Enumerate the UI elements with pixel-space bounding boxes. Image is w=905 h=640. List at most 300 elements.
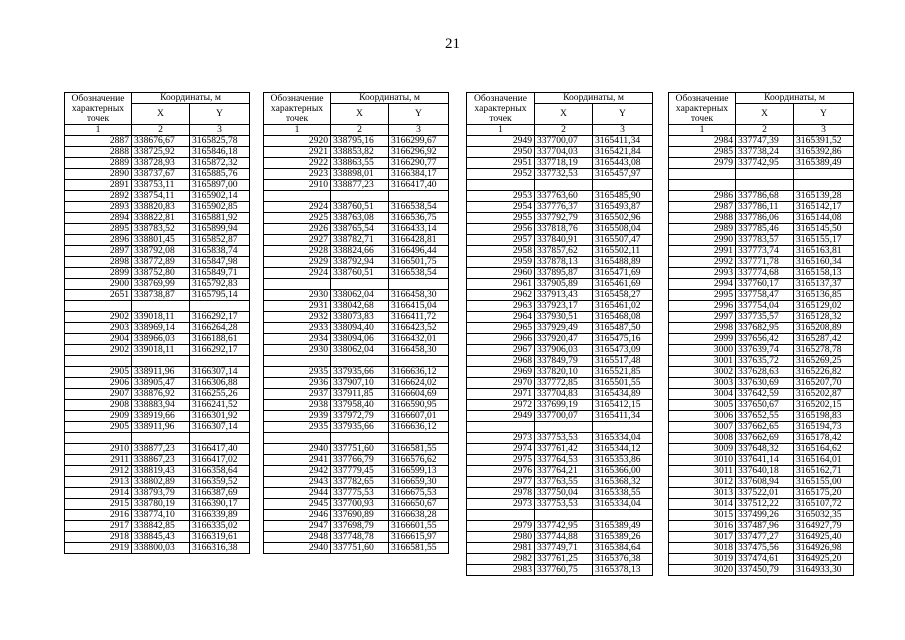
- x-value: 338876,92: [132, 389, 190, 400]
- table-row: [264, 147, 449, 158]
- column-number-row: [467, 125, 653, 136]
- table-row: [467, 378, 653, 389]
- table-row: [669, 510, 854, 521]
- table-row: [669, 565, 854, 576]
- x-value: 337760,17: [736, 279, 794, 290]
- point-id: 2910: [264, 180, 331, 191]
- y-value: 3165160,34: [794, 257, 854, 268]
- y-value: 3165487,50: [593, 323, 653, 334]
- x-value: 338062,04: [331, 345, 389, 356]
- x-value: 338820,83: [132, 202, 190, 213]
- point-id: [65, 301, 132, 312]
- point-id: 2993: [669, 268, 736, 279]
- table-row: [669, 180, 854, 191]
- x-value: 337650,67: [736, 400, 794, 411]
- x-value: [331, 191, 389, 202]
- point-id: 2949: [467, 411, 535, 422]
- y-value: 3165107,72: [794, 499, 854, 510]
- y-value: 3166358,64: [190, 466, 250, 477]
- x-value: [535, 422, 593, 433]
- point-id: 2915: [65, 499, 132, 510]
- point-id: 3013: [669, 488, 736, 499]
- point-id: 2983: [467, 565, 535, 576]
- x-value: 337628,63: [736, 367, 794, 378]
- x-value: 337744,88: [535, 532, 593, 543]
- point-id: 3010: [669, 455, 736, 466]
- x-value: 337662,69: [736, 433, 794, 444]
- point-id: 2958: [467, 246, 535, 257]
- point-id: 2919: [65, 543, 132, 554]
- point-id: 2985: [669, 147, 736, 158]
- x-value: 337782,65: [331, 477, 389, 488]
- y-value: 3165501,55: [593, 378, 653, 389]
- y-value: 3165521,85: [593, 367, 653, 378]
- y-value: 3165852,87: [190, 235, 250, 246]
- x-value: 338883,94: [132, 400, 190, 411]
- point-label-header: Обозначение характерных точек: [264, 93, 331, 125]
- y-value: 3165163,81: [794, 246, 854, 257]
- point-id: 2895: [65, 224, 132, 235]
- table-row: [467, 367, 653, 378]
- table-row: [264, 202, 449, 213]
- table-row: [264, 180, 449, 191]
- y-value: 3165461,02: [593, 301, 653, 312]
- point-id: 2942: [264, 466, 331, 477]
- table-row: [264, 444, 449, 455]
- y-value: 3165032,35: [794, 510, 854, 521]
- point-id: 2964: [467, 312, 535, 323]
- point-id: 2907: [65, 389, 132, 400]
- point-id: 2939: [264, 411, 331, 422]
- table-row: [669, 466, 854, 477]
- point-id: 2924: [264, 268, 331, 279]
- point-id: 3016: [669, 521, 736, 532]
- table-row: [669, 191, 854, 202]
- y-value: 3166615,97: [389, 532, 449, 543]
- x-value: 337738,24: [736, 147, 794, 158]
- x-value: 338867,23: [132, 455, 190, 466]
- y-value: 3165485,90: [593, 191, 653, 202]
- y-value: 3166188,61: [190, 334, 250, 345]
- column-number: 3: [593, 125, 653, 136]
- y-value: 3164925,40: [794, 532, 854, 543]
- y-value: 3166536,75: [389, 213, 449, 224]
- table-row: [467, 202, 653, 213]
- column-number: 2: [736, 125, 794, 136]
- point-id: [467, 422, 535, 433]
- table-row: [65, 279, 250, 290]
- header-row: [467, 93, 653, 104]
- point-id: 2904: [65, 334, 132, 345]
- coords-label-header: Координаты, м: [132, 93, 250, 104]
- table-row: [467, 422, 653, 433]
- y-value: 3165198,83: [794, 411, 854, 422]
- point-id: 2891: [65, 180, 132, 191]
- x-value: 338853,82: [331, 147, 389, 158]
- x-value: 338919,66: [132, 411, 190, 422]
- coords-label-header: Координаты, м: [736, 93, 854, 104]
- x-value: 337907,10: [331, 378, 389, 389]
- x-value: 338042,68: [331, 301, 389, 312]
- table-row: [65, 367, 250, 378]
- x-value: 339018,11: [132, 345, 190, 356]
- point-id: 3015: [669, 510, 736, 521]
- table-row: [65, 444, 250, 455]
- table-row: [467, 521, 653, 532]
- y-value: 3165139,28: [794, 191, 854, 202]
- table-row: [65, 411, 250, 422]
- point-id: 2910: [65, 444, 132, 455]
- table-row: [65, 345, 250, 356]
- point-id: 2913: [65, 477, 132, 488]
- table-row: [669, 290, 854, 301]
- point-id: 2932: [264, 312, 331, 323]
- x-value: 338753,11: [132, 180, 190, 191]
- point-id: 2933: [264, 323, 331, 334]
- y-value: 3165412,15: [593, 400, 653, 411]
- point-id: 2890: [65, 169, 132, 180]
- x-value: 338760,51: [331, 268, 389, 279]
- column-number: 3: [190, 125, 250, 136]
- table-row: [669, 334, 854, 345]
- table-row: [65, 323, 250, 334]
- table-row: [467, 433, 653, 444]
- point-id: [669, 180, 736, 191]
- x-header: X: [736, 104, 794, 125]
- point-id: [264, 191, 331, 202]
- y-value: [190, 433, 250, 444]
- point-id: 2893: [65, 202, 132, 213]
- point-id: 2920: [264, 136, 331, 147]
- y-value: 3164925,20: [794, 554, 854, 565]
- y-value: 3165202,87: [794, 389, 854, 400]
- x-value: 337641,14: [736, 455, 794, 466]
- x-value: 338793,79: [132, 488, 190, 499]
- point-id: 3018: [669, 543, 736, 554]
- x-value: 337749,71: [535, 543, 593, 554]
- x-value: 338966,03: [132, 334, 190, 345]
- x-value: 338822,81: [132, 213, 190, 224]
- point-id: 2988: [669, 213, 736, 224]
- x-value: 337700,93: [331, 499, 389, 510]
- x-value: 338754,11: [132, 191, 190, 202]
- y-value: 3164926,98: [794, 543, 854, 554]
- table-row: [467, 246, 653, 257]
- y-value: 3165164,62: [794, 444, 854, 455]
- table-row: [264, 477, 449, 488]
- point-id: 2894: [65, 213, 132, 224]
- table-row: [467, 554, 653, 565]
- point-id: 2888: [65, 147, 132, 158]
- point-id: 2982: [467, 554, 535, 565]
- y-value: 3165517,48: [593, 356, 653, 367]
- y-value: 3165847,98: [190, 257, 250, 268]
- table-row: [669, 554, 854, 565]
- table-row: [467, 565, 653, 576]
- table-row: [669, 213, 854, 224]
- table-row: [467, 235, 653, 246]
- y-value: 3166335,02: [190, 521, 250, 532]
- table-body: [467, 136, 653, 576]
- y-value: 3166290,77: [389, 158, 449, 169]
- y-value: [190, 301, 250, 312]
- x-value: 338795,16: [331, 136, 389, 147]
- x-value: 338094,40: [331, 323, 389, 334]
- y-value: 3165488,89: [593, 257, 653, 268]
- y-value: 3166339,89: [190, 510, 250, 521]
- x-value: 337905,89: [535, 279, 593, 290]
- x-value: 337648,32: [736, 444, 794, 455]
- table-row: [669, 301, 854, 312]
- x-value: 337764,21: [535, 466, 593, 477]
- x-value: 337786,06: [736, 213, 794, 224]
- x-value: 337682,95: [736, 323, 794, 334]
- coords-label-header: Координаты, м: [331, 93, 449, 104]
- y-value: 3165194,73: [794, 422, 854, 433]
- x-value: 338845,43: [132, 532, 190, 543]
- table-row: [669, 532, 854, 543]
- coordinates-table-3: [466, 92, 653, 576]
- y-value: 3165885,76: [190, 169, 250, 180]
- y-value: 3165178,42: [794, 433, 854, 444]
- table-row: [467, 455, 653, 466]
- coords-label-header: Координаты, м: [535, 93, 653, 104]
- x-value: 338073,83: [331, 312, 389, 323]
- y-value: 3165389,49: [593, 521, 653, 532]
- table-row: [65, 477, 250, 488]
- table-row: [65, 433, 250, 444]
- x-value: 338728,93: [132, 158, 190, 169]
- table-row: [264, 312, 449, 323]
- table-row: [669, 356, 854, 367]
- y-value: 3166241,52: [190, 400, 250, 411]
- point-id: 2970: [467, 378, 535, 389]
- y-value: 3165175,20: [794, 488, 854, 499]
- point-id: 2935: [264, 422, 331, 433]
- y-value: 3166428,81: [389, 235, 449, 246]
- header-row: [669, 93, 854, 104]
- table-row: [669, 488, 854, 499]
- x-value: 337652,55: [736, 411, 794, 422]
- x-value: 338763,08: [331, 213, 389, 224]
- table-row: [264, 499, 449, 510]
- y-value: 3166417,40: [389, 180, 449, 191]
- point-id: 2930: [264, 345, 331, 356]
- y-value: [593, 180, 653, 191]
- table-row: [467, 510, 653, 521]
- point-id: 2896: [65, 235, 132, 246]
- table-row: [264, 268, 449, 279]
- table-row: [264, 521, 449, 532]
- table-row: [264, 345, 449, 356]
- y-value: [389, 433, 449, 444]
- point-id: 2974: [467, 444, 535, 455]
- y-value: 3166581,55: [389, 543, 449, 554]
- x-value: 338801,45: [132, 235, 190, 246]
- table-row: [669, 158, 854, 169]
- table-row: [264, 433, 449, 444]
- point-id: 2995: [669, 290, 736, 301]
- column-number: 2: [535, 125, 593, 136]
- x-value: 337608,94: [736, 477, 794, 488]
- y-value: 3165881,92: [190, 213, 250, 224]
- table-row: [669, 147, 854, 158]
- x-value: 337487,96: [736, 521, 794, 532]
- point-id: 2940: [264, 543, 331, 554]
- point-id: 2927: [264, 235, 331, 246]
- y-value: 3165421,84: [593, 147, 653, 158]
- y-value: 3166292,17: [190, 312, 250, 323]
- table-row: [65, 532, 250, 543]
- x-value: [132, 356, 190, 367]
- x-value: 337773,74: [736, 246, 794, 257]
- y-value: 3165269,25: [794, 356, 854, 367]
- table-row: [65, 334, 250, 345]
- y-value: 3165136,85: [794, 290, 854, 301]
- table-row: [669, 136, 854, 147]
- point-id: 3008: [669, 433, 736, 444]
- point-id: 2908: [65, 400, 132, 411]
- y-value: 3165502,96: [593, 213, 653, 224]
- point-id: 2922: [264, 158, 331, 169]
- point-id: 2924: [264, 202, 331, 213]
- header-row: [65, 93, 250, 104]
- table-row: [65, 378, 250, 389]
- x-value: 337474,61: [736, 554, 794, 565]
- y-value: 3166650,67: [389, 499, 449, 510]
- y-value: 3166538,54: [389, 202, 449, 213]
- y-value: 3165825,78: [190, 136, 250, 147]
- x-value: 338911,96: [132, 367, 190, 378]
- table-row: [264, 224, 449, 235]
- point-id: 2931: [264, 301, 331, 312]
- point-id: 2990: [669, 235, 736, 246]
- y-value: 3165162,71: [794, 466, 854, 477]
- x-value: [132, 301, 190, 312]
- y-value: 3165338,55: [593, 488, 653, 499]
- x-value: [736, 169, 794, 180]
- table-row: [467, 312, 653, 323]
- point-id: 2991: [669, 246, 736, 257]
- x-value: 338792,94: [331, 257, 389, 268]
- x-value: 338792,08: [132, 246, 190, 257]
- table-row: [264, 257, 449, 268]
- table-row: [264, 235, 449, 246]
- x-value: 337704,83: [535, 389, 593, 400]
- x-value: 338783,52: [132, 224, 190, 235]
- point-id: 2999: [669, 334, 736, 345]
- x-value: 338877,23: [132, 444, 190, 455]
- point-id: 2987: [669, 202, 736, 213]
- table-row: [65, 422, 250, 433]
- table-row: [65, 169, 250, 180]
- point-id: 2949: [467, 136, 535, 147]
- x-value: 337512,22: [736, 499, 794, 510]
- y-value: 3166624,02: [389, 378, 449, 389]
- table-row: [669, 202, 854, 213]
- table-row: [65, 389, 250, 400]
- point-id: 2997: [669, 312, 736, 323]
- y-value: [593, 510, 653, 521]
- point-id: 2966: [467, 334, 535, 345]
- x-value: 337718,19: [535, 158, 593, 169]
- x-value: 338676,67: [132, 136, 190, 147]
- table-row: [669, 400, 854, 411]
- x-value: 337747,39: [736, 136, 794, 147]
- y-value: 3166458,30: [389, 290, 449, 301]
- point-id: 2952: [467, 169, 535, 180]
- x-value: 337820,10: [535, 367, 593, 378]
- y-value: 3165344,12: [593, 444, 653, 455]
- y-value: [389, 356, 449, 367]
- table-row: [467, 213, 653, 224]
- column-number-row: [669, 125, 854, 136]
- x-value: 337779,45: [331, 466, 389, 477]
- table-row: [467, 191, 653, 202]
- x-value: 338094,06: [331, 334, 389, 345]
- table-body: [264, 136, 449, 554]
- x-value: 337760,75: [535, 565, 593, 576]
- x-value: 337929,49: [535, 323, 593, 334]
- table-row: [669, 279, 854, 290]
- x-value: 337751,60: [331, 444, 389, 455]
- point-id: 3007: [669, 422, 736, 433]
- y-value: 3166387,69: [190, 488, 250, 499]
- table-row: [669, 268, 854, 279]
- y-value: 3165207,70: [794, 378, 854, 389]
- y-value: 3166607,01: [389, 411, 449, 422]
- y-value: 3166417,02: [190, 455, 250, 466]
- x-value: 337935,66: [331, 422, 389, 433]
- y-value: 3164927,79: [794, 521, 854, 532]
- table-row: [264, 389, 449, 400]
- x-value: 337774,68: [736, 268, 794, 279]
- point-id: [65, 356, 132, 367]
- table-row: [264, 246, 449, 257]
- point-id: 2978: [467, 488, 535, 499]
- x-value: 337840,91: [535, 235, 593, 246]
- y-value: 3166659,30: [389, 477, 449, 488]
- y-value: 3165376,38: [593, 554, 653, 565]
- x-value: 338062,04: [331, 290, 389, 301]
- point-id: 2948: [264, 532, 331, 543]
- table-header: [264, 93, 449, 136]
- y-value: 3166638,28: [389, 510, 449, 521]
- point-id: 2892: [65, 191, 132, 202]
- table-row: [65, 191, 250, 202]
- table-row: [264, 290, 449, 301]
- y-value: 3166636,12: [389, 367, 449, 378]
- table-row: [669, 499, 854, 510]
- table-row: [467, 301, 653, 312]
- x-value: 337785,46: [736, 224, 794, 235]
- y-value: 3166590,95: [389, 400, 449, 411]
- point-id: 2977: [467, 477, 535, 488]
- x-value: 337753,53: [535, 433, 593, 444]
- table-row: [264, 400, 449, 411]
- y-header: Y: [389, 104, 449, 125]
- x-value: 337450,79: [736, 565, 794, 576]
- point-label-header: Обозначение характерных точек: [669, 93, 736, 125]
- table-row: [264, 169, 449, 180]
- column-number-row: [264, 125, 449, 136]
- point-id: 2950: [467, 147, 535, 158]
- point-id: 2957: [467, 235, 535, 246]
- x-value: 337923,17: [535, 301, 593, 312]
- y-value: 3165384,64: [593, 543, 653, 554]
- table-row: [65, 312, 250, 323]
- table-row: [467, 411, 653, 422]
